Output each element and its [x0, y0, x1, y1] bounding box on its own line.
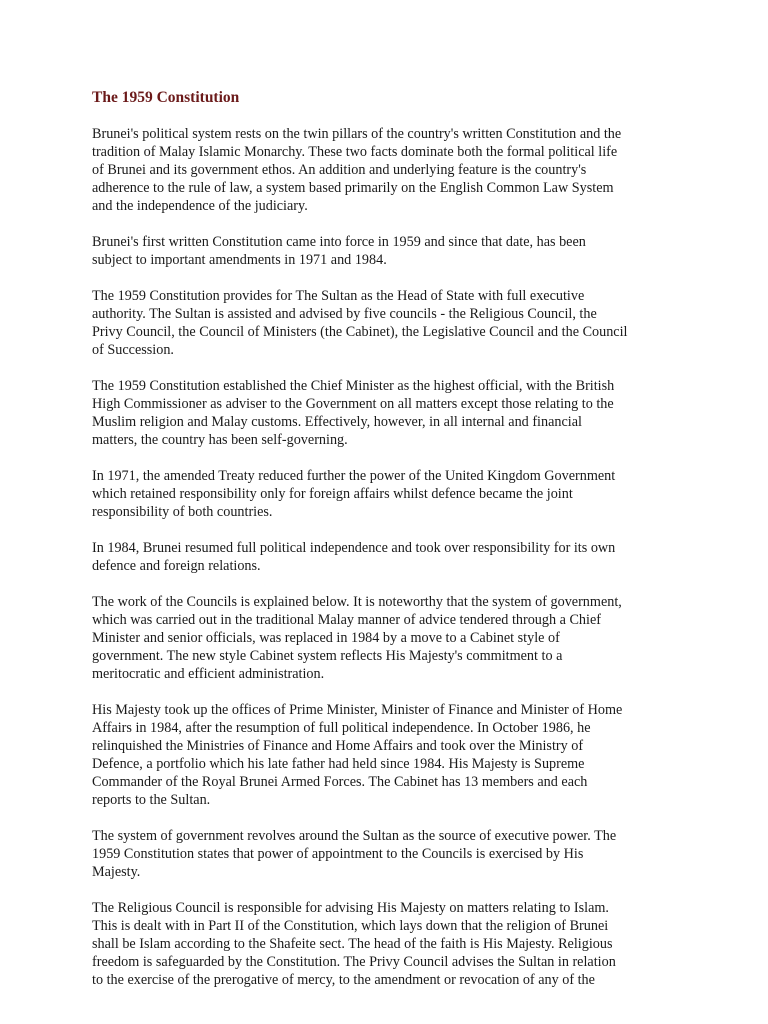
paragraph-line: Commander of the Royal Brunei Armed Forces. The Cabinet has 13 members and each	[92, 774, 588, 790]
paragraph	[92, 593, 692, 683]
paragraph-line: 1959 Constitution states that power of appointment to the Councils is exercised by His	[92, 846, 584, 862]
paragraph-line: reports to the Sultan.	[92, 792, 211, 808]
paragraph-line: subject to important amendments in 1971 and 1984.	[92, 252, 387, 268]
paragraph-line: The 1959 Constitution established the Chief Minister as the highest official, with the British	[92, 378, 615, 394]
paragraph-line: His Majesty took up the offices of Prime Minister, Minister of Finance and Minister of Home	[92, 702, 623, 718]
paragraph-line: authority. The Sultan is assisted and advised by five councils - the Religious Council, the	[92, 306, 597, 322]
document-body	[92, 125, 692, 989]
paragraph-line: of Succession.	[92, 342, 174, 358]
paragraph-line: adherence to the rule of law, a system based primarily on the English Common Law System	[92, 180, 614, 196]
paragraph-line: of Brunei and its government ethos. An addition and underlying feature is the country's	[92, 162, 587, 178]
paragraph-line: tradition of Malay Islamic Monarchy. These two facts dominate both the formal political life	[92, 144, 618, 160]
paragraph-line: Privy Council, the Council of Ministers (the Cabinet), the Legislative Council and the Council	[92, 324, 628, 340]
paragraph-line: Brunei's political system rests on the twin pillars of the country's written Constitution and the	[92, 126, 622, 142]
paragraph-line: Minister and senior officials, was replaced in 1984 by a move to a Cabinet style of	[92, 630, 560, 646]
paragraph-line: to the exercise of the prerogative of mercy, to the amendment or revocation of any of the	[92, 972, 595, 988]
paragraph	[92, 377, 692, 449]
paragraph-line: The system of government revolves around the Sultan as the source of executive power. The	[92, 828, 617, 844]
paragraph	[92, 125, 692, 215]
paragraph	[92, 233, 692, 269]
document-title: The 1959 Constitution	[92, 89, 240, 106]
paragraph-line: High Commissioner as adviser to the Government on all matters except those relating to the	[92, 396, 614, 412]
paragraph	[92, 701, 692, 809]
paragraph-line: Muslim religion and Malay customs. Effectively, however, in all internal and financial	[92, 414, 582, 430]
paragraph-line: Affairs in 1984, after the resumption of full political independence. In October 1986, he	[92, 720, 591, 736]
paragraph-line: The work of the Councils is explained below. It is noteworthy that the system of government,	[92, 594, 622, 610]
paragraph-line: The 1959 Constitution provides for The Sultan as the Head of State with full executive	[92, 288, 585, 304]
paragraph	[92, 539, 692, 575]
paragraph-line: relinquished the Ministries of Finance and Home Affairs and took over the Ministry of	[92, 738, 584, 754]
paragraph-line: matters, the country has been self-governing.	[92, 432, 348, 448]
paragraph-line: shall be Islam according to the Shafeite sect. The head of the faith is His Majesty. Religious	[92, 936, 613, 952]
paragraph	[92, 287, 692, 359]
paragraph-line: defence and foreign relations.	[92, 558, 261, 574]
paragraph-line: The Religious Council is responsible for advising His Majesty on matters relating to Islam.	[92, 900, 609, 916]
paragraph	[92, 827, 692, 881]
paragraph-line: freedom is safeguarded by the Constitution. The Privy Council advises the Sultan in relation	[92, 954, 616, 970]
paragraph-line: Defence, a portfolio which his late father had held since 1984. His Majesty is Supreme	[92, 756, 585, 772]
paragraph-line: government. The new style Cabinet system reflects His Majesty's commitment to a	[92, 648, 563, 664]
paragraph-line: responsibility of both countries.	[92, 504, 273, 520]
document-page	[92, 88, 692, 1007]
paragraph-line: This is dealt with in Part II of the Constitution, which lays down that the religion of Brunei	[92, 918, 609, 934]
paragraph-line: Majesty.	[92, 864, 141, 880]
paragraph	[92, 899, 692, 989]
paragraph-line: Brunei's first written Constitution came into force in 1959 and since that date, has been	[92, 234, 586, 250]
paragraph-line: In 1971, the amended Treaty reduced further the power of the United Kingdom Government	[92, 468, 616, 484]
paragraph	[92, 467, 692, 521]
paragraph-line: which was carried out in the traditional Malay manner of advice tendered through a Chief	[92, 612, 601, 628]
paragraph-line: meritocratic and efficient administration.	[92, 666, 325, 682]
paragraph-line: In 1984, Brunei resumed full political independence and took over responsibility for its own	[92, 540, 616, 556]
paragraph-line: and the independence of the judiciary.	[92, 198, 308, 214]
paragraph-line: which retained responsibility only for foreign affairs whilst defence became the joint	[92, 486, 573, 502]
